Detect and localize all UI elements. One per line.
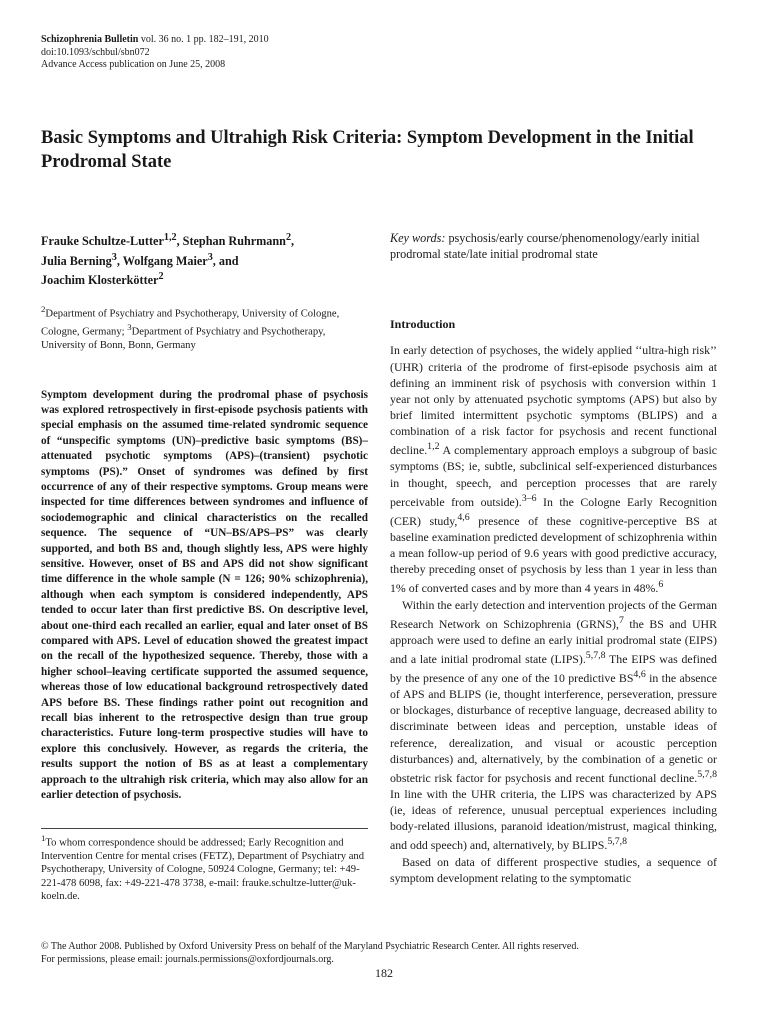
author-name: Joachim Klosterkötter xyxy=(41,273,159,288)
text-run: In early detection of psychoses, the widely applied ‘‘ultra-high risk’’ (UHR) criteria of the prodrome of first-episode psychosis aim at defining an imminent risk of psychosis with conversion within 1 year not only by attenuated psychotic symptoms (APS) but also by brief limited intermittent psychotic symptoms (BLIPS) and a combination of a risk factor for psychosis and recent functional decline. xyxy=(390,343,717,458)
author-name: Frauke Schultze-Lutter xyxy=(41,234,164,249)
text-run: The EIPS was defined by the presence of any one of the 10 predictive BS xyxy=(390,651,717,685)
affiliation-sup: 2 xyxy=(41,303,46,314)
affiliation-text: Department of Psychiatry and Psychotherapy, University of Bonn, Bonn, Germany xyxy=(41,326,326,351)
doi: doi:10.1093/schbul/sbn072 xyxy=(41,46,150,58)
footnote-text: To whom correspondence should be addressed; Early Recognition and Intervention Centre for mental crises (FETZ), Department of Psychiatry and Psychotherapy, University of Cologne, 50924 Cologne, Germany; tel: +49-221-478 6098, fax: +49-221-478 3738, e-mail: frauke.schultze-lutter@uk-koeln.de. xyxy=(41,837,365,903)
right-column xyxy=(390,230,717,886)
citation-sup: 5,7,8 xyxy=(607,836,628,848)
citation-sup: 1,2 xyxy=(427,441,440,453)
introduction-body xyxy=(390,342,717,885)
left-column xyxy=(41,230,368,904)
permissions-line: For permissions, please email: journals.permissions@oxfordjournals.org. xyxy=(41,953,334,965)
abstract: Symptom development during the prodromal phase of psychosis was explored retrospectively in first-episode psychosis patients with special emphasis on the assumed time-related syndromic sequence of “unspecific symptoms (UN)–predictive basic symptoms (BS)–attenuated psychotic symptoms (APS)–(transient) psychotic symptoms (PS).” Onset of syndromes was defined by first occurrence of any of their respective symptoms. Group means were inspected for time differences between syndromes and influence of sociodemographic and clinical characteristics on the recalled sequence. The sequence of “UN–BS/APS–PS” was clearly supported, and both BS and, though slightly less, APS were highly sensitive. However, onset of BS and APS did not show significant time difference in the whole sample (N = 126; 90% schizophrenia), although when each symptom is considered independently, APS tended to occur later than first predictive BS. On descriptive level, about one-third each recalled an earlier, equal and later onset of BS compared with APS. Level of education showed the greatest impact on the recall of the hypothesized sequence. Thereby, those with a higher school–leaving certificate supported the assumed sequence, whereas those of low educational background retrospectively dated APS before BS. These findings rather point out recognition and recall bias inherent to the retrospective design than true group characteristics. Future long-term prospective studies will have to explore this conclusively. However, as regards the criteria, the results support the notion of BS as at least a complementary approach to the ultrahigh risk criteria, which may also allow for an earlier detection of psychosis. xyxy=(41,388,368,802)
citation-sup: 4,6 xyxy=(457,511,470,523)
citation-sup: 5,7,8 xyxy=(585,649,606,661)
affiliation-text: Department of Psychiatry and Psychotherapy, University of Cologne, Cologne, Germany; xyxy=(41,308,340,338)
text-run: the BS and UHR approach were used to define an early initial prodromal state (EIPS) and a late initial prodromal state (LIPS). xyxy=(390,616,717,666)
affiliations xyxy=(41,303,368,353)
author-sup: 3 xyxy=(207,251,213,263)
access-date: Advance Access publication on June 25, 2008 xyxy=(41,59,226,70)
author-name: , Wolfgang Maier xyxy=(116,253,208,268)
citation-sup: 3–6 xyxy=(521,492,537,504)
article-title: Basic Symptoms and Ultrahigh Risk Criteria: Symptom Development in the Initial Prodromal State xyxy=(41,128,694,172)
author-sep: , xyxy=(291,234,295,249)
page-number: 182 xyxy=(375,966,393,980)
text-run: In the Cologne Early Recognition (CER) study, xyxy=(390,494,717,528)
citation-sup: 4,6 xyxy=(633,669,646,680)
text-run: A complementary approach employs a subgroup of basic symptoms (BS; ie, subtle, subclinical self-experienced disturbances in thought, speech, and perception processes that are rarely perceivable from outside). xyxy=(390,443,717,509)
author-sup: 2 xyxy=(158,271,164,283)
copyright-notice xyxy=(41,941,579,966)
citation-line xyxy=(41,34,269,47)
text-run: presence of these cognitive-perceptive BS at baseline examination predicted development of schizophrenia within a mean follow-up period of 9.6 years with good predictive accuracy, thereby preceding onset of psychosis by less than 1 year in less than 1% of converted cases and by more than 4 years in 48%. xyxy=(390,513,717,596)
author-sep: , and xyxy=(212,253,239,268)
text-run: In line with the UHR criteria, the LIPS was characterized by APS (ie, ideas of reference, unusual perceptual experiences including body-related illusions, paranoid ideation/mistrust, magical thinking, and odd speech) and, alternatively, by BLIPS. xyxy=(390,786,717,853)
affiliation-sup: 3 xyxy=(127,321,132,332)
keywords xyxy=(390,230,717,262)
copyright-line: © The Author 2008. Published by Oxford University Press on behalf of the Maryland Psychiatric Research Center. All rights reserved. xyxy=(41,941,579,952)
author-sup: 2 xyxy=(285,232,292,243)
journal-header xyxy=(41,34,269,72)
text-run: in the absence of APS and BLIPS (ie, thought interference, perseveration, pressure or blockages, disturbance of receptive language, decreased ability to discriminate between ideas and perception, unstable ideas of reference, derealization, and visual or acoustic perception disturbances) and, alternatively, by the combination of a genetic or obstetric risk factor for psychosis and recent functional decline. xyxy=(390,670,717,785)
author-name: Julia Berning xyxy=(41,253,112,268)
journal-name: Schizophrenia Bulletin xyxy=(41,34,139,45)
paragraph xyxy=(390,597,717,854)
author-list xyxy=(41,230,368,289)
keywords-label: Key words: xyxy=(390,231,446,245)
correspondence-footnote xyxy=(41,828,368,905)
author-name: , Stephan Ruhrmann xyxy=(176,234,286,249)
paragraph xyxy=(390,342,717,596)
citation-sup: 5,7,8 xyxy=(697,768,717,780)
author-sup: 1,2 xyxy=(163,232,177,243)
keywords-text: psychosis/early course/phenomenology/early initial prodromal state/late initial prodromal state xyxy=(390,231,700,262)
footnote-sup: 1 xyxy=(41,832,46,843)
citation-sup: 6 xyxy=(658,579,664,591)
text-run: Within the early detection and intervention projects of the German Research Network on Schizophrenia (GRNS), xyxy=(390,597,717,631)
citation-sup: 7 xyxy=(618,614,624,626)
journal-citation: vol. 36 no. 1 pp. 182–191, 2010 xyxy=(140,34,269,45)
section-heading: Introduction xyxy=(390,317,456,332)
paragraph: Based on data of different prospective studies, a sequence of symptom development relating to the symptomatic xyxy=(390,854,717,885)
author-sup: 3 xyxy=(111,251,117,263)
